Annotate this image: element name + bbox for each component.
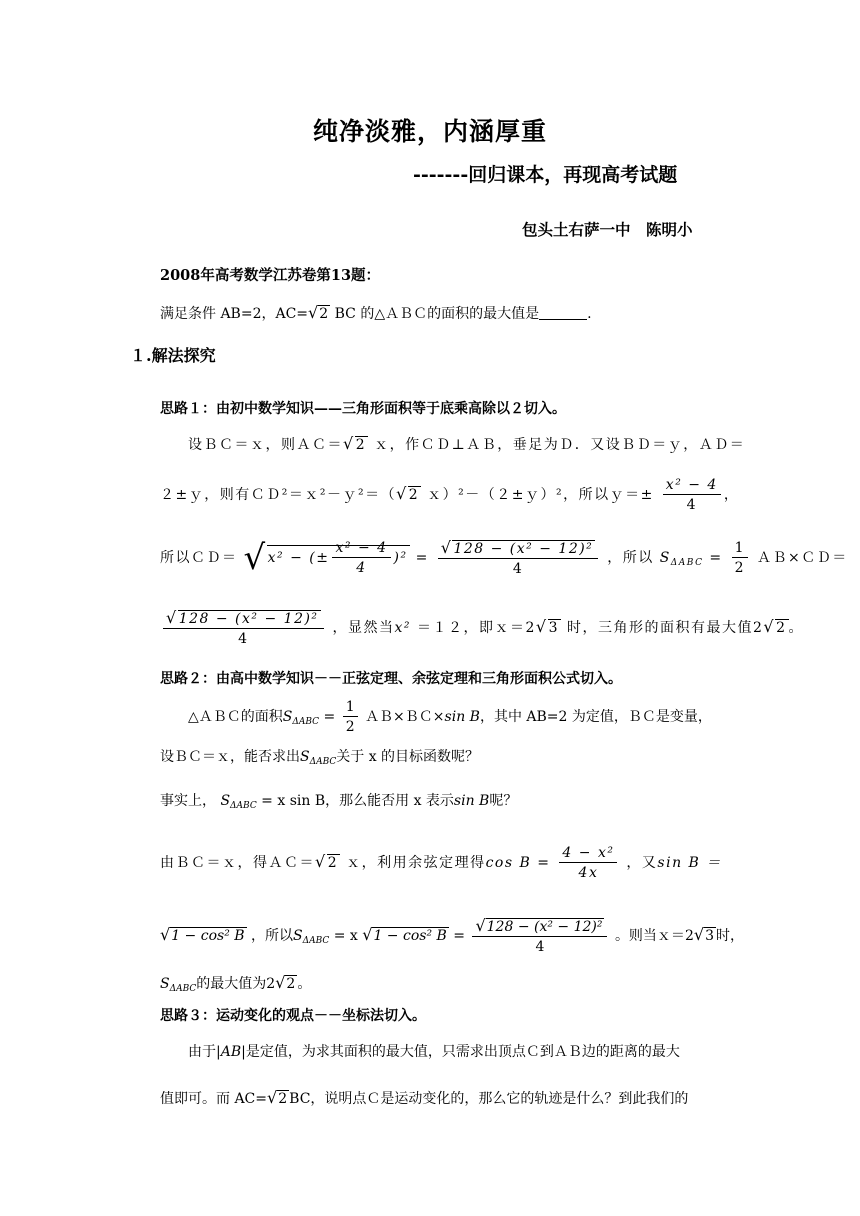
idea2-text: 由ＢＣ＝ｘ，得ＡＣ＝ — [160, 855, 315, 871]
idea2-text: △ＡＢＣ的面积 — [188, 709, 283, 725]
idea2-text: ＡＢ×ＢＣ× — [365, 709, 445, 725]
sqrt-symbol: √ — [315, 852, 327, 871]
sqrt-symbol: √ — [160, 925, 171, 944]
equals: = — [709, 550, 723, 566]
problem-text-a: 满足条件 AB=2，AC= — [160, 306, 309, 322]
sqrt-symbol: √ — [440, 538, 453, 557]
idea2-text: 。则当ｘ＝ — [614, 928, 685, 944]
radicand-expression: x² − (± $\frac{\text{x² − 4}}{4}$ )² — [267, 540, 408, 576]
fraction-denominator: 4x — [578, 865, 599, 881]
fraction — [663, 478, 721, 512]
fraction-denominator: 4 — [512, 561, 524, 577]
fraction-denominator: 2 — [345, 719, 355, 735]
coef: 2 — [684, 928, 694, 944]
radicand: 2 — [319, 306, 329, 322]
radicand: 3 — [705, 928, 714, 944]
idea2-heading: 思路２：由高中数学知识－－正弦定理、余弦定理和三角形面积公式切入。 — [160, 671, 622, 687]
sqrt-symbol: √ — [267, 1088, 278, 1107]
math-x2: x² — [394, 620, 412, 636]
radicand: 128 − (x² − 12)² — [453, 541, 594, 557]
idea1-text: ２±ｙ，则有ＣＤ²＝ｘ²－ｙ²＝（ — [160, 487, 397, 503]
fraction-numerator — [438, 540, 599, 559]
area-subscript: ΔABC — [230, 801, 257, 811]
radicand: 128 − (x² − 12)² — [178, 611, 319, 627]
fraction — [559, 846, 617, 880]
idea1-line2 — [160, 478, 739, 512]
sqrt-symbol: √ — [475, 916, 486, 935]
idea1-text: ｘ）²－（２±ｙ）²，所以ｙ＝± — [427, 487, 654, 503]
idea2-line6 — [160, 975, 311, 994]
idea2-text: 。 — [297, 976, 312, 992]
fraction — [438, 540, 599, 576]
idea3-text: 是定值，为求其面积的最大值，只需求出顶点Ｃ到ＡＢ边的距离的最大 — [245, 1044, 680, 1060]
fraction — [732, 541, 748, 575]
fraction-numerator: x² − 4 — [663, 478, 721, 495]
idea1-line1 — [188, 436, 745, 452]
area-subscript: ΔABC — [670, 558, 704, 568]
radicand: 3 — [548, 620, 560, 636]
idea3-line2 — [160, 1090, 688, 1106]
document-subtitle: -------回归课本，再现高考试题 — [413, 164, 678, 186]
sqrt-symbol: √ — [693, 925, 705, 944]
fraction-numerator — [472, 918, 607, 937]
idea2-text: ，那么能否用 x 表示 — [325, 793, 454, 809]
fraction — [472, 918, 607, 954]
coef: 2 — [752, 620, 764, 636]
idea2-text: 事实上， — [160, 793, 216, 809]
math-abs-AB: |AB| — [216, 1044, 246, 1060]
fraction-numerator: 1 — [343, 700, 358, 717]
equals: = — [323, 709, 336, 725]
area-subscript: ΔABC — [292, 717, 320, 727]
sqrt-symbol: √ — [275, 973, 286, 992]
radicand: 1 − cos² B — [373, 928, 447, 944]
fraction-denominator: 4 — [686, 497, 698, 513]
problem-text-b: BC 的△ＡＢＣ的面积的最大值是 — [334, 306, 540, 322]
idea3-text: BC，说明点Ｃ是运动变化的，那么它的轨迹是什么？到此我们的 — [289, 1091, 689, 1107]
problem-statement — [160, 305, 592, 321]
idea1-text: ＡＢ×ＣＤ＝ — [756, 550, 848, 566]
idea2-text: 的最大值为 — [196, 976, 267, 992]
radicand: 128 − (x² − 12)² — [486, 919, 603, 935]
area-symbol: S — [293, 928, 303, 944]
area-symbol: S — [282, 709, 293, 725]
idea1-text: ｘ，作ＣＤ⊥ＡＢ，垂足为Ｄ．又设ＢＤ＝ｙ，ＡＤ＝ — [374, 437, 746, 453]
idea2-text: ｘ，利用余弦定理得 — [346, 855, 486, 871]
idea1-text: 时，三角形的面积有最大值 — [566, 620, 753, 636]
sqrt-symbol: √ — [343, 434, 355, 453]
idea3-line1 — [188, 1045, 680, 1059]
fraction — [332, 541, 390, 575]
radicand: 2 — [278, 1091, 288, 1107]
idea2-text: 关于 x 的目标函数呢？ — [336, 749, 480, 765]
area-symbol: S — [160, 976, 170, 992]
radicand: 2 — [408, 487, 420, 503]
sqrt-symbol: √ — [166, 608, 178, 627]
idea1-heading: 思路１：由初中数学知识——三角形面积等于底乘高除以２切入。 — [160, 401, 566, 417]
fraction-denominator: 4 — [356, 560, 367, 576]
area-symbol: S — [220, 793, 231, 809]
idea1-text: ＝１２，即ｘ＝ — [416, 620, 526, 636]
sqrt-symbol: √ — [243, 538, 267, 578]
coef: 2 — [525, 620, 536, 636]
sqrt-symbol: √ — [763, 617, 776, 636]
math-sinB-eq: sin B ＝ — [657, 855, 722, 871]
math-sinB: sin B — [453, 793, 490, 809]
pm-symbol: ± — [316, 550, 330, 566]
sqrt-symbol: √ — [535, 617, 548, 636]
idea1-text: ，所以 — [607, 550, 654, 566]
idea1-text: 所以ＣＤ＝ — [160, 550, 238, 566]
fraction — [343, 700, 358, 734]
idea1-text: ， — [723, 487, 740, 503]
section-heading: １.解法探究 — [130, 346, 216, 365]
math-cosB: cos B — [485, 855, 532, 871]
idea1-text: 。 — [788, 620, 805, 636]
radicand: 2 — [286, 976, 296, 992]
idea3-text: 值即可。而 AC= — [160, 1091, 268, 1107]
radicand: 2 — [355, 437, 367, 453]
area-subscript: ΔABC — [302, 936, 330, 946]
idea2-line2 — [160, 750, 479, 767]
fraction — [163, 610, 324, 646]
idea2-text: 呢？ — [489, 793, 518, 809]
answer-blank — [539, 319, 587, 320]
sqrt-symbol: √ — [308, 303, 319, 322]
idea1-text: 设ＢＣ＝ｘ，则ＡＣ＝ — [188, 437, 343, 453]
equals: = — [537, 855, 551, 871]
idea2-line1 — [188, 700, 712, 734]
fraction-denominator: 4 — [238, 631, 249, 647]
coef: 2 — [266, 976, 276, 992]
math-eq-x-sinB: = x sin B — [261, 793, 326, 809]
idea2-text: 时， — [715, 928, 744, 944]
idea3-text: 由于 — [188, 1044, 216, 1060]
math-eq-x: = x — [333, 928, 358, 944]
radicand: 2 — [327, 855, 339, 871]
idea2-line5 — [160, 918, 744, 954]
idea1-text: ，显然当 — [332, 620, 395, 636]
radicand: 1 − cos² B — [171, 928, 245, 944]
idea2-text: ，其中 AB=2 为定值，ＢＣ是变量， — [479, 709, 712, 725]
area-symbol: S — [300, 749, 310, 765]
idea1-line3 — [160, 540, 848, 576]
equals: = — [415, 550, 429, 566]
math-sinB: sin B — [444, 709, 480, 725]
area-subscript: ΔABC — [309, 757, 337, 767]
problem-text-c: . — [587, 306, 592, 322]
fraction-denominator: 4 — [535, 939, 545, 955]
idea2-text: ，又 — [626, 855, 658, 871]
idea1-line4 — [160, 610, 804, 646]
area-symbol: S — [659, 550, 671, 566]
document-title: 纯净淡雅，内涵厚重 — [312, 117, 547, 146]
fraction-numerator: x² − 4 — [332, 541, 390, 558]
area-subscript: ΔABC — [169, 984, 197, 994]
fraction-denominator: 2 — [734, 560, 746, 576]
fraction-numerator: 1 — [732, 541, 748, 558]
sqrt-symbol: √ — [396, 484, 408, 503]
fraction-numerator: 4 − x² — [559, 846, 617, 863]
idea2-text: 设ＢＣ＝ｘ，能否求出 — [160, 749, 300, 765]
idea2-line4 — [160, 846, 722, 880]
idea2-text: ，所以 — [251, 928, 293, 944]
expr-x2-minus: x² − — [267, 550, 304, 566]
fraction-numerator — [163, 610, 324, 629]
equals: = — [453, 928, 465, 944]
idea2-line3 — [160, 794, 517, 811]
idea3-heading: 思路３：运动变化的观点－－坐标法切入。 — [160, 1008, 426, 1024]
problem-heading: 2008年高考数学江苏卷第13题： — [160, 267, 381, 284]
author-line: 包头土右萨一中 陈明小 — [522, 220, 693, 239]
radicand: 2 — [776, 620, 787, 636]
sqrt-symbol: √ — [362, 925, 373, 944]
